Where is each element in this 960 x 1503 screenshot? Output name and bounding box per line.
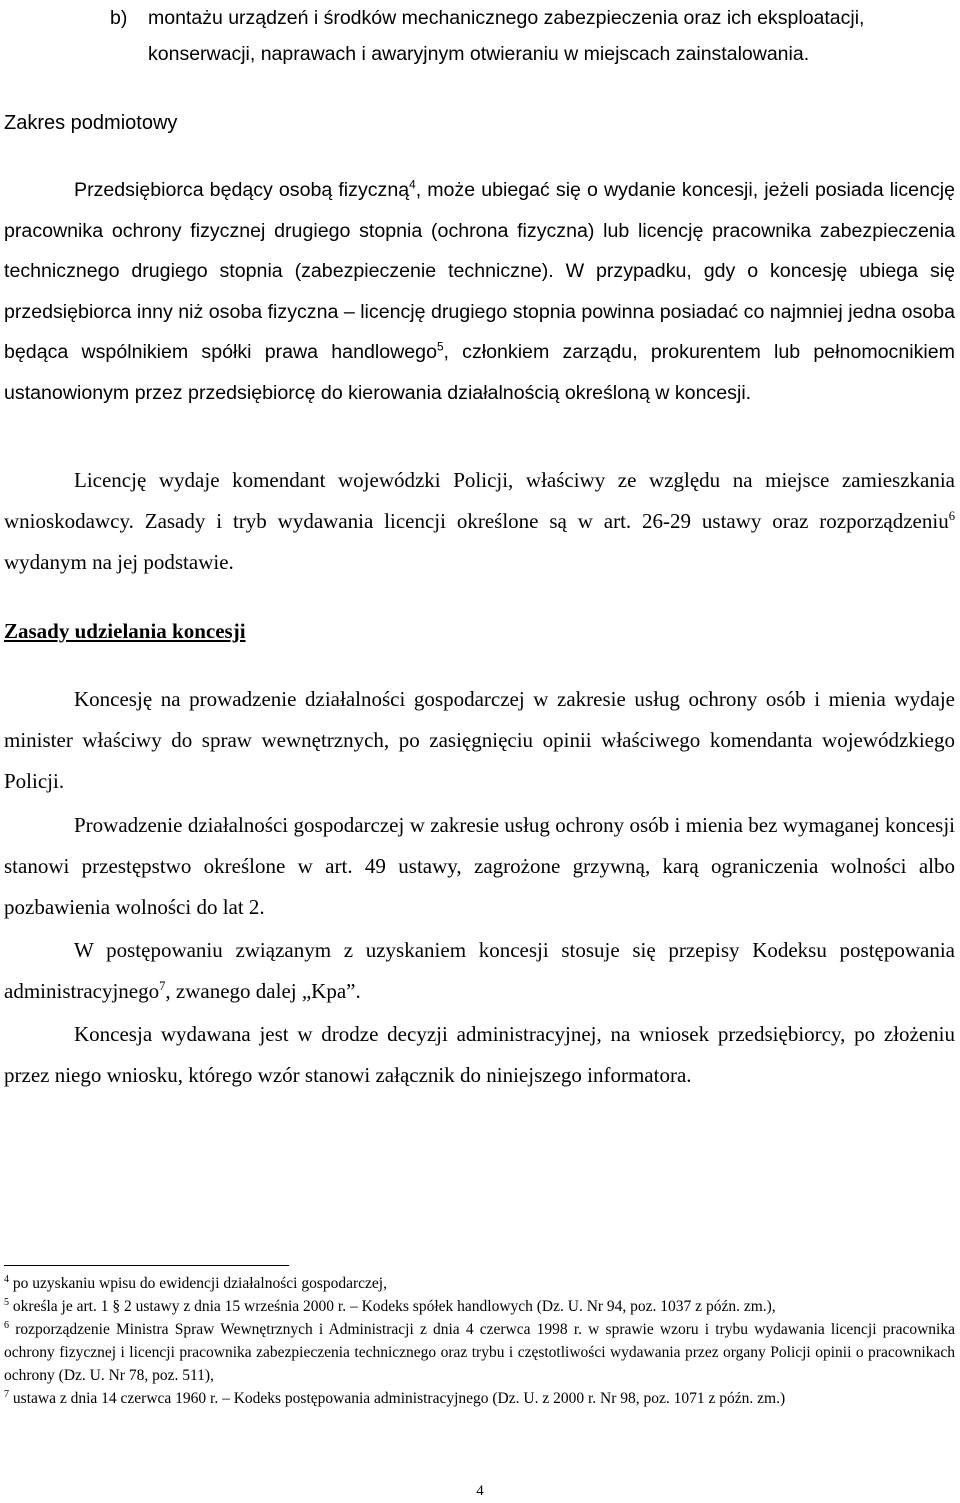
list-item-text: montażu urządzeń i środków mechanicznego zabezpieczenia oraz ich eksploatacji, konserwacji, naprawach i awaryjnym otwieraniu w miejscach zainstalowania. (148, 7, 865, 65)
page-number: 4 (476, 1483, 484, 1499)
paragraph-text: wydanym na jej podstawie. (4, 550, 234, 574)
footnote-6 (4, 1318, 955, 1387)
footnote-text: rozporządzenie Ministra Spraw Wewnętrznych i Administracji z dnia 4 czerwca 1998 r. w sprawie wzoru i trybu wydawania licencji pracownika ochrony fizycznej i licencji pracownika zabezpieczenia technicznego oraz trybu i częstotliwości wydawania przez organy Policji opinii o pracownikach ochrony (Dz. U. Nr 78, poz. 511), (4, 1321, 955, 1384)
footnote-number: 7 (4, 1388, 10, 1400)
footnotes (4, 1272, 955, 1410)
paragraph-text: , może ubiegać się o wydanie koncesji, jeżeli posiada licencję pracownika ochrony fizycznej drugiego stopnia (ochrona fizyczna) lub licencję pracownika zabezpieczenia technicznego drugiego stopnia (zabezpieczenie techniczne). W przypadku, gdy o koncesję ubiega się przedsiębiorca inny niż osoba fizyczna – licencję drugiego stopnia powinna posiadać co najmniej jedna osoba będąca wspólnikiem spółki prawa handlowego (4, 179, 955, 363)
footnote-ref-6[interactable]: 6 (948, 509, 955, 523)
footnote-7 (4, 1387, 955, 1410)
section-heading-zakres: Zakres podmiotowy (4, 112, 178, 134)
footnote-number: 6 (4, 1319, 10, 1331)
list-item-b (110, 0, 955, 72)
paragraph-text: , zwanego dalej „Kpa”. (165, 979, 361, 1003)
footnote-number: 4 (4, 1273, 10, 1285)
paragraph-zasady-1: Koncesję na prowadzenie działalności gospodarczej w zakresie usług ochrony osób i mienia wydaje minister właściwy do spraw wewnętrznych, po zasięgnięciu opinii właściwego komendanta wojewódzkiego Policji. (4, 687, 955, 793)
footnote-ref-4[interactable]: 4 (409, 178, 416, 192)
footnote-number: 5 (4, 1296, 10, 1308)
paragraph-zasady-2: Prowadzenie działalności gospodarczej w zakresie usług ochrony osób i mienia bez wymaganej koncesji stanowi przestępstwo określone w art. 49 ustawy, zagrożone grzywną, karą ograniczenia wolności albo pozbawienia wolności do lat 2. (4, 813, 955, 919)
section-heading-zasady: Zasady udzielania koncesji (4, 619, 246, 643)
paragraph-zakres-2 (4, 460, 955, 583)
paragraph-text: Licencję wydaje komendant wojewódzki Policji, właściwy ze względu na miejsce zamieszkania wnioskodawcy. Zasady i tryb wydawania licencji określone są w art. 26-29 ustawy oraz rozporządzeniu (4, 468, 955, 533)
paragraph-text: Przedsiębiorca będący osobą fizyczną (74, 179, 410, 201)
footnote-4 (4, 1272, 955, 1295)
paragraph-zasady-4: Koncesja wydawana jest w drodze decyzji administracyjnej, na wniosek przedsiębiorcy, po złożeniu przez niego wniosku, którego wzór stanowi załącznik do niniejszego informatora. (4, 1022, 955, 1087)
footnote-text: po uzyskaniu wpisu do ewidencji działalności gospodarczej, (9, 1275, 387, 1292)
paragraph-text: W postępowaniu związanym z uzyskaniem koncesji stosuje się przepisy Kodeksu postępowania administracyjnego (4, 938, 955, 1003)
footnote-ref-5[interactable]: 5 (436, 340, 444, 354)
footnote-5 (4, 1295, 955, 1318)
paragraph-zasady-3 (4, 930, 955, 1012)
footnote-text: określa je art. 1 § 2 ustawy z dnia 15 września 2000 r. – Kodeks spółek handlowych (Dz. U. Nr 94, poz. 1037 z późn. zm.), (9, 1298, 776, 1315)
footnote-ref-7[interactable]: 7 (159, 979, 166, 993)
paragraph-zakres-1 (4, 170, 955, 413)
paragraph-text: , członkiem zarządu, prokurentem lub pełnomocnikiem ustanowionym przez przedsiębiorcę do kierowania działalnością określoną w koncesji. (4, 341, 955, 404)
list-marker: b) (110, 7, 128, 29)
footnote-separator (4, 1265, 289, 1266)
footnote-text: ustawa z dnia 14 czerwca 1960 r. – Kodeks postępowania administracyjnego (Dz. U. z 2000 r. Nr 98, poz. 1071 z późn. zm.) (9, 1390, 786, 1407)
